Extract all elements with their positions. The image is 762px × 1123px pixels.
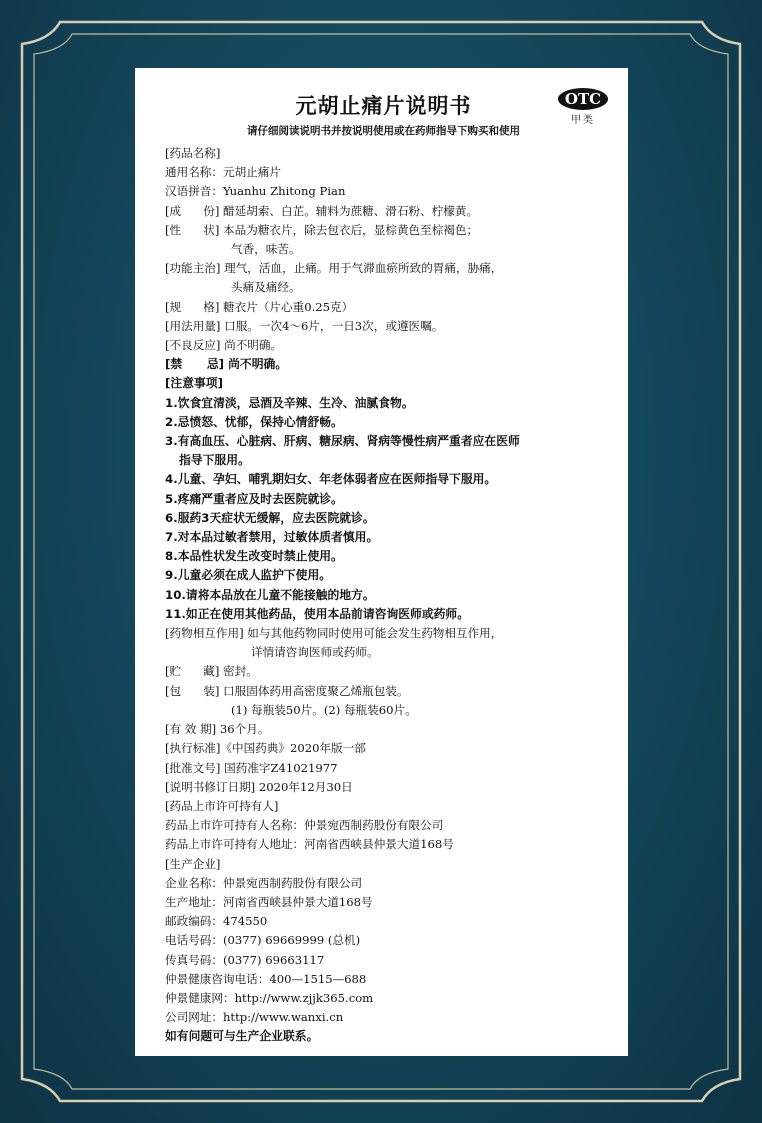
precaution-item: 3.有高血压、心脏病、肝病、糖尿病、肾病等慢性病严重者应在医师 [165,434,520,449]
precaution-item-cont: 指导下服用。 [179,453,250,468]
dosage: [用法用量] 口服。一次4～6片，一日3次，或遵医嘱。 [165,318,444,333]
fax-number: 传真号码：(0377) 69663117 [165,952,325,967]
precaution-item: 5.疼痛严重者应及时去医院就诊。 [165,491,343,506]
postal-code: 邮政编码：474550 [165,914,268,929]
subtitle: 请仔细阅读说明书并按说明使用或在药师指导下购买和使用 [247,125,520,137]
otc-badge [556,88,610,126]
precaution-item: 9.儿童必须在成人监护下使用。 [165,568,332,583]
specification: [规 格] 糖衣片（片心重0.25克） [165,299,354,314]
company-name: 企业名称：仲景宛西制药股份有限公司 [165,875,363,890]
validity: [有 效 期] 36个月。 [165,722,270,737]
revision-date: [说明书修订日期] 2020年12月30日 [165,779,353,794]
description: [性 状] 本品为糖衣片，除去包衣后，显棕黄色至棕褐色； [165,222,479,237]
precaution-item: 6.服药3天症状无缓解，应去医院就诊。 [165,510,375,525]
phone-number: 电话号码：(0377) 69669999 (总机) [165,933,361,948]
contraindications: [禁 忌] 尚不明确。 [165,357,288,372]
health-website: 仲景健康网：http://www.zjjk365.com [165,990,374,1005]
section-precautions: [注意事项] [165,376,223,391]
indications: [功能主治] 理气，活血，止痛。用于气滞血瘀所致的胃痛，胁痛， [165,261,503,276]
storage: [贮 藏] 密封。 [165,664,258,679]
common-name: 通用名称：元胡止痛片 [165,165,281,180]
page-title: 元胡止痛片说明书 [295,94,472,118]
description-cont: 气香，味苦。 [231,242,301,257]
section-holder: [药品上市许可持有人] [165,798,279,813]
precaution-item: 11.如正在使用其他药品，使用本品前请咨询医师或药师。 [165,606,470,621]
drug-interactions: [药物相互作用] 如与其他药物同时使用可能会发生药物相互作用， [165,626,503,641]
precaution-item: 8.本品性状发生改变时禁止使用。 [165,549,343,564]
adverse-reactions: [不良反应] 尚不明确。 [165,338,283,353]
company-website: 公司网址：http://www.wanxi.cn [165,1010,344,1025]
drug-interactions-cont: 详情请咨询医师或药师。 [251,645,379,660]
section-manufacturer: [生产企业] [165,856,221,871]
otc-class: 甲类 [571,115,595,126]
health-hotline: 仲景健康咨询电话：400—1515—688 [165,971,367,986]
precaution-item: 10.请将本品放在儿童不能接触的地方。 [165,587,375,602]
precaution-item: 4.儿童、孕妇、哺乳期妇女、年老体弱者应在医师指导下服用。 [165,472,497,487]
packaging-cont: (1) 每瓶装50片。(2) 每瓶装60片。 [231,702,417,717]
approval-number: [批准文号] 国药准字Z41021977 [165,760,338,775]
precaution-item: 2.忌愤怒、忧郁，保持心情舒畅。 [165,414,343,429]
indications-cont: 头痛及痛经。 [231,280,301,295]
otc-label: OTC [558,88,608,110]
ingredients: [成 份] 醋延胡索、白芷。辅料为蔗糖、滑石粉、柠檬黄。 [165,203,479,218]
section-drug-name: [药品名称] [165,146,221,160]
instruction-sheet [135,68,628,1056]
standard: [执行标准]《中国药典》2020年版一部 [165,741,366,756]
packaging: [包 装] 口服固体药用高密度聚乙烯瓶包装。 [165,683,409,698]
holder-address: 药品上市许可持有人地址：河南省西峡县仲景大道168号 [165,837,454,852]
production-address: 生产地址：河南省西峡县仲景大道168号 [165,894,373,909]
contact-note: 如有问题可与生产企业联系。 [165,1029,319,1044]
precaution-item: 1.饮食宜清淡，忌酒及辛辣、生冷、油腻食物。 [165,395,414,410]
holder-name: 药品上市许可持有人名称：仲景宛西制药股份有限公司 [165,818,444,833]
precaution-item: 7.对本品过敏者禁用，过敏体质者慎用。 [165,530,379,545]
pinyin-name: 汉语拼音：Yuanhu Zhitong Pian [165,184,346,199]
